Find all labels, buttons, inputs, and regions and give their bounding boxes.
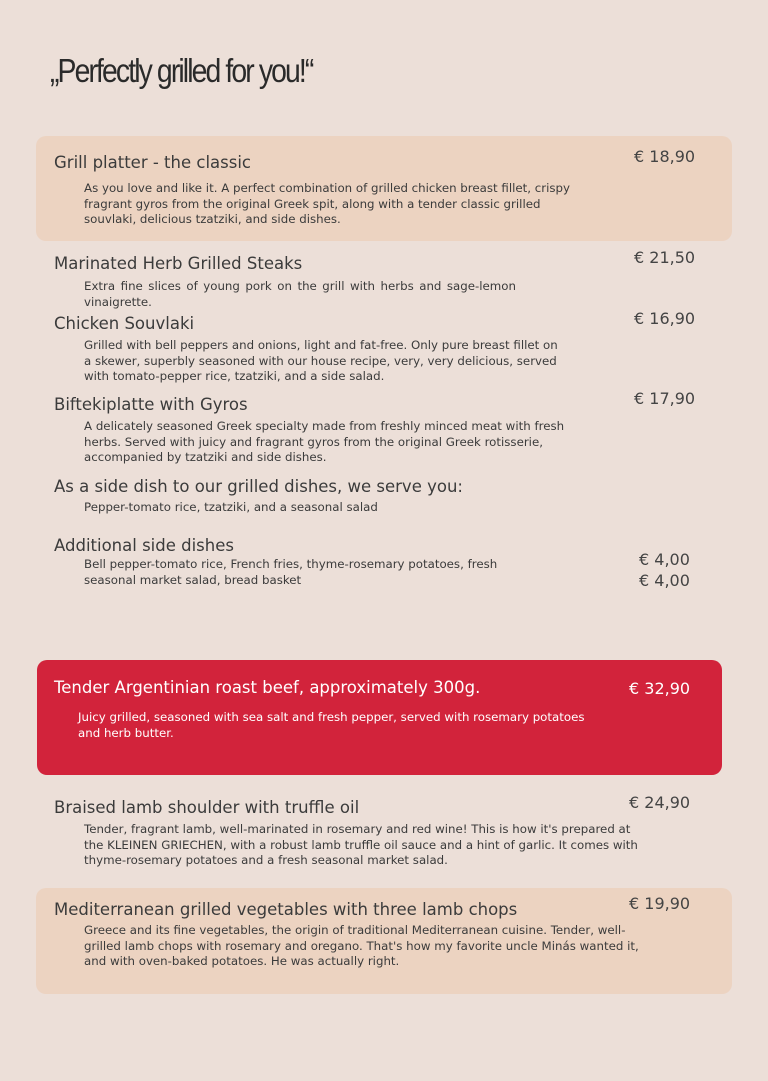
featured-dish-description: Juicy grilled, seasoned with sea salt and fresh pepper, served with rosemary potatoes and herb butter.: [78, 710, 585, 740]
dish-description: Tender, fragrant lamb, well-marinated in rosemary and red wine! This is how it's prepared at the KLEINEN GRIECHEN, with a robust lamb truffle oil sauce and a hint of garlic. It comes with thyme-rosemary potatoes and a fresh seasonal market salad.: [84, 822, 638, 867]
dish-name: Grill platter - the classic: [54, 153, 251, 172]
dish-price: € 21,50: [634, 248, 696, 267]
dish-description: Grilled with bell peppers and onions, light and fat-free. Only pure breast fillet on a skewer, superbly seasoned with our house recipe, very, very delicious, served with tomato-pepper rice, tzatziki, and a side salad.: [84, 338, 558, 383]
dish-price: € 19,90: [629, 894, 691, 913]
dish-name: Chicken Souvlaki: [54, 314, 195, 333]
dish-price: € 4,00: [639, 550, 690, 569]
dish-name: Marinated Herb Grilled Steaks: [54, 254, 303, 273]
dish-price: € 17,90: [634, 389, 696, 408]
dish-name: Mediterranean grilled vegetables with three lamb chops: [54, 900, 518, 919]
featured-dish-name: Tender Argentinian roast beef, approximately 300g.: [54, 678, 481, 697]
dish-name: Braised lamb shoulder with truffle oil: [54, 798, 360, 817]
dish-price: € 18,90: [634, 147, 696, 166]
dish-price: € 24,90: [629, 793, 691, 812]
dish-description: Greece and its fine vegetables, the origin of traditional Mediterranean cuisine. Tender, well-grilled lamb chops with rosemary and oregano. That's how my favorite uncle Minás wanted it, and with oven-baked potatoes. He was actually right.: [84, 923, 639, 968]
page-title: „Perfectly grilled for you!“: [50, 52, 313, 89]
dish-name: Additional side dishes: [54, 536, 234, 555]
dish-description: A delicately seasoned Greek specialty made from freshly minced meat with fresh herbs. Served with juicy and fragrant gyros from the original Greek rotisserie, accompanied by tzatziki and side dishes.: [84, 419, 565, 464]
section-description: Pepper-tomato rice, tzatziki, and a seasonal salad: [84, 500, 378, 514]
dish-price: € 4,00: [639, 571, 690, 590]
dish-price: € 16,90: [634, 309, 696, 328]
dish-name: Biftekiplatte with Gyros: [54, 395, 248, 414]
section-heading: As a side dish to our grilled dishes, we serve you:: [54, 477, 463, 496]
featured-dish-price: € 32,90: [629, 679, 691, 698]
dish-description: Bell pepper-tomato rice, French fries, thyme-rosemary potatoes, fresh seasonal market salad, bread basket: [84, 557, 498, 587]
dish-description: As you love and like it. A perfect combination of grilled chicken breast fillet, crispy fragrant gyros from the original Greek spit, along with a tender classic grilled souvlaki, delicious tzatziki, and side dishes.: [84, 181, 570, 226]
dish-description: Extra fine slices of young pork on the grill with herbs and sage-lemon vinaigrette.: [84, 279, 516, 309]
